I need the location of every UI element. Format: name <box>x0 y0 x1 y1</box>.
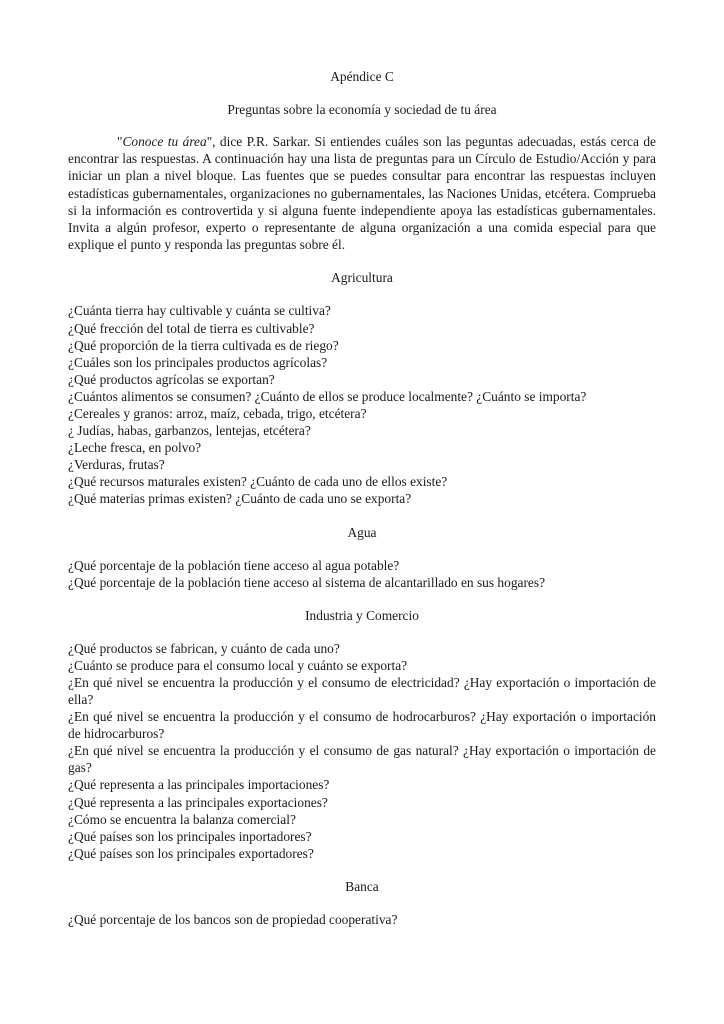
question-list <box>68 557 656 591</box>
question-item: ¿Qué productos agrícolas se exportan? <box>68 371 275 387</box>
section-industria-comercio <box>68 607 656 862</box>
question-item: ¿Cereales y granos: arroz, maíz, cebada, trigo, etcétera? <box>68 405 367 421</box>
section-heading: Industria y Comercio <box>305 607 419 623</box>
question-item: ¿Qué porcentaje de la población tiene acceso al sistema de alcantarillado en sus hogares? <box>68 574 546 590</box>
section-heading: Agricultura <box>331 270 393 286</box>
question-item: ¿Cuánta tierra hay cultivable y cuánta se cultiva? <box>68 303 331 319</box>
question-item: ¿Qué porcentaje de la población tiene acceso al agua potable? <box>68 557 400 573</box>
question-item: ¿En qué nivel se encuentra la producción y el consumo de electricidad? ¿Hay exportación o importación de ella? <box>68 674 656 708</box>
question-list <box>68 911 656 928</box>
quote-open: " <box>117 134 123 149</box>
section-heading: Banca <box>345 878 379 894</box>
question-item: ¿Qué proporción de la tierra cultivada es de riego? <box>68 337 339 353</box>
intro-text: , dice P.R. Sarkar. Si entiendes cuáles son las peguntas adecuadas, estás cerca de encontrar las respuestas. A continuación hay una lista de preguntas para un Círculo de Estudio/Acción y para iniciar un plan a nivel bloque. Las fuentes que se puedes consultar para encontrar las respuestas incluyen estadísticas gubernamentales, organizaciones no gubernamentales, las Naciones Unidas, etcétera. Comprueba si la información es controvertida y si alguna fuente independiente apoya las estadísticas gubernamentales. Invita a algún profesor, experto o representante de alguna organización a una comida especial para que explique el punto y responda las preguntas sobre él. <box>68 134 656 253</box>
document-subtitle: Preguntas sobre la economía y sociedad de tu área <box>227 102 497 117</box>
section-heading: Agua <box>347 524 377 540</box>
intro-paragraph <box>68 133 656 253</box>
question-list <box>68 302 656 507</box>
question-item: ¿Verduras, frutas? <box>68 457 165 473</box>
section-banca <box>68 878 656 928</box>
question-item: ¿Qué materias primas existen? ¿Cuánto de cada uno se exporta? <box>68 491 412 507</box>
question-item: ¿Qué países son los principales exportadores? <box>68 845 314 861</box>
question-item: ¿En qué nivel se encuentra la producción y el consumo de gas natural? ¿Hay exportación o importación de gas? <box>68 743 656 776</box>
question-item: ¿Leche fresca, en polvo? <box>68 440 202 456</box>
question-item: ¿Qué representa a las principales importaciones? <box>68 777 330 793</box>
quote-close: " <box>206 134 213 149</box>
question-item: ¿Qué países son los principales inportadores? <box>68 828 312 844</box>
question-list <box>68 640 656 862</box>
question-item: ¿ Judías, habas, garbanzos, lentejas, etcétera? <box>68 423 311 439</box>
question-item: ¿Qué productos se fabrican, y cuánto de cada uno? <box>68 640 340 656</box>
question-item: ¿Qué porcentaje de los bancos son de propiedad cooperativa? <box>68 911 398 927</box>
quote-italic: Conoce tu área <box>122 134 207 149</box>
question-item: ¿Cuánto se produce para el consumo local y cuánto se exporta? <box>68 657 408 673</box>
document-page <box>68 68 656 944</box>
question-item: ¿Cuántos alimentos se consumen? ¿Cuánto de ellos se produce localmente? ¿Cuánto se importa? <box>68 388 587 404</box>
question-item: ¿Cuáles son los principales productos agrícolas? <box>68 354 328 370</box>
question-item: ¿En qué nivel se encuentra la producción y el consumo de hodrocarburos? ¿Hay exportación o importación de hidrocarburos? <box>68 709 656 742</box>
question-item: ¿Qué frección del total de tierra es cultivable? <box>68 320 315 336</box>
section-agua <box>68 524 656 591</box>
question-item: ¿Qué representa a las principales exportaciones? <box>68 794 328 810</box>
question-item: ¿Qué recursos maturales existen? ¿Cuánto de cada uno de ellos existe? <box>68 474 448 490</box>
appendix-title: Apéndice C <box>330 69 394 84</box>
question-item: ¿Cómo se encuentra la balanza comercial? <box>68 811 296 827</box>
section-agricultura <box>68 269 656 507</box>
